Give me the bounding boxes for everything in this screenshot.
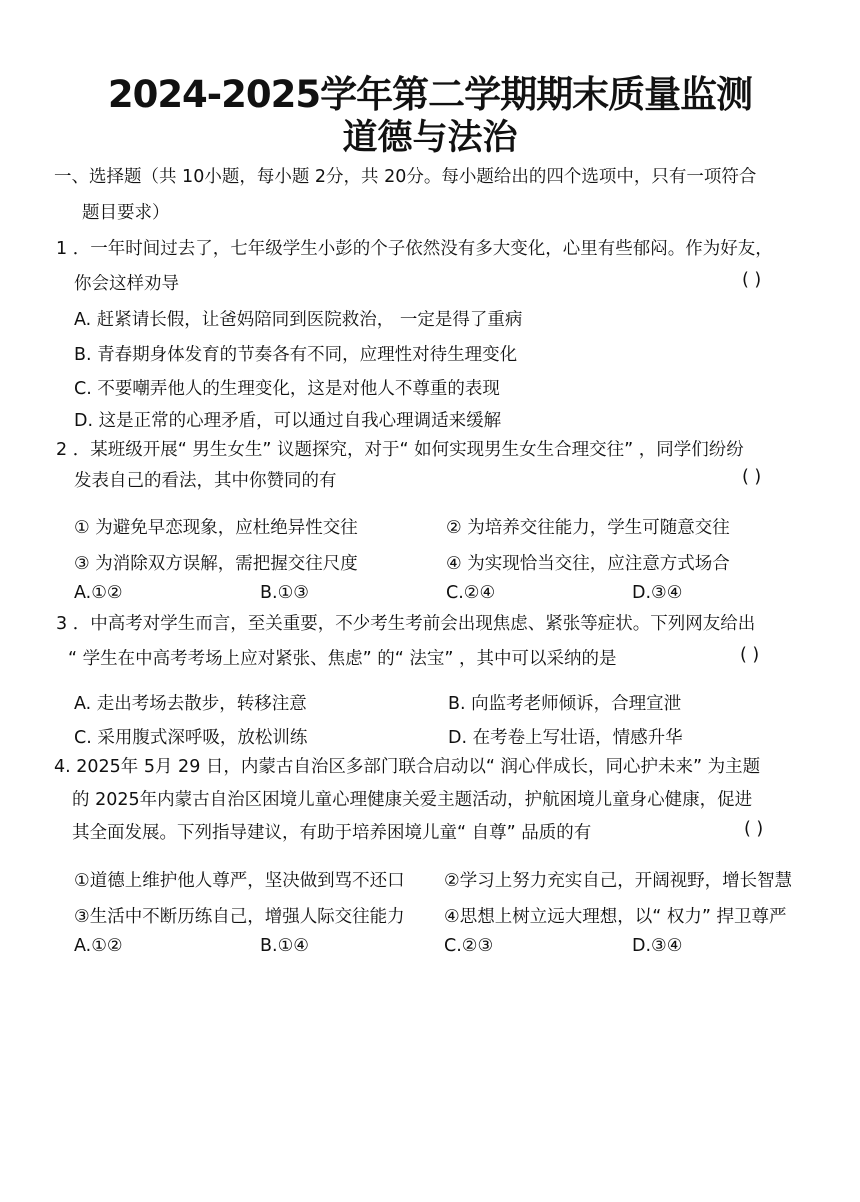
q4-statement-4: ④思想上树立远大理想，以“ 权力” 捍卫尊严 bbox=[444, 907, 787, 927]
q1-option-c: C. 不要嘲弄他人的生理变化，这是对他人不尊重的表现 bbox=[74, 379, 500, 399]
q4-statement-1: ①道德上维护他人尊严，坚决做到骂不还口 bbox=[74, 871, 405, 891]
q4-choice-d: D.③④ bbox=[632, 936, 683, 956]
q4-choice-c: C.②③ bbox=[444, 936, 494, 956]
q2-statement-4: ④ 为实现恰当交往，应注意方式场合 bbox=[446, 554, 730, 574]
q2-answer-paren: ( ) bbox=[742, 467, 762, 487]
q3-option-a: A. 走出考场去散步，转移注意 bbox=[74, 694, 307, 714]
exam-title: 2024-2025学年第二学期期末质量监测 bbox=[107, 73, 753, 116]
q4-choice-b: B.①④ bbox=[260, 936, 309, 956]
q2-choice-a: A.①② bbox=[74, 583, 123, 603]
q3-stem-cont: “ 学生在中高考考场上应对紧张、焦虑” 的“ 法宝” ，其中可以采纳的是 bbox=[68, 649, 617, 669]
q2-stem: 2 ．某班级开展“ 男生女生” 议题探究，对于“ 如何实现男生女生合理交往” ，同学们纷纷 bbox=[56, 440, 744, 460]
q3-option-b: B. 向监考老师倾诉，合理宣泄 bbox=[448, 694, 682, 714]
q4-answer-paren: ( ) bbox=[744, 819, 764, 839]
q4-statement-3: ③生活中不断历练自己，增强人际交往能力 bbox=[74, 907, 405, 927]
q1-answer-paren: ( ) bbox=[742, 270, 762, 290]
section-heading-cont: 题目要求） bbox=[82, 203, 170, 223]
q2-choice-b: B.①③ bbox=[260, 583, 309, 603]
q1-option-a: A. 赶紧请长假，让爸妈陪同到医院救治， 一定是得了重病 bbox=[74, 310, 523, 330]
q2-statement-2: ② 为培养交往能力，学生可随意交往 bbox=[446, 518, 730, 538]
q1-option-d: D. 这是正常的心理矛盾，可以通过自我心理调适来缓解 bbox=[74, 411, 502, 431]
q1-stem: 1 ．一年时间过去了，七年级学生小彭的个子依然没有多大变化，心里有些郁闷。作为好友， bbox=[56, 239, 773, 259]
q4-choice-a: A.①② bbox=[74, 936, 123, 956]
q4-stem-cont-2: 其全面发展。下列指导建议，有助于培养困境儿童“ 自尊” 品质的有 bbox=[72, 823, 592, 843]
q4-statement-2: ②学习上努力充实自己，开阔视野，增长智慧 bbox=[444, 871, 793, 891]
q1-option-b: B. 青春期身体发育的节奏各有不同，应理性对待生理变化 bbox=[74, 345, 518, 365]
q3-option-d: D. 在考卷上写壮语，情感升华 bbox=[448, 728, 683, 748]
section-heading: 一、选择题（共 10小题，每小题 2分，共 20分。每小题给出的四个选项中，只有一项符合 bbox=[54, 167, 757, 187]
q2-statement-3: ③ 为消除双方误解，需把握交往尺度 bbox=[74, 554, 358, 574]
q4-stem-cont-1: 的 2025年内蒙古自治区困境儿童心理健康关爱主题活动，护航困境儿童身心健康，促进 bbox=[72, 790, 753, 810]
q2-choice-c: C.②④ bbox=[446, 583, 496, 603]
q1-stem-cont: 你会这样劝导 bbox=[74, 274, 179, 294]
q4-stem: 4. 2025年 5月 29 日，内蒙古自治区多部门联合启动以“ 润心伴成长，同心护未来” 为主题 bbox=[54, 757, 761, 777]
subject-title: 道德与法治 bbox=[342, 118, 518, 158]
q3-answer-paren: ( ) bbox=[740, 645, 760, 665]
q2-choice-d: D.③④ bbox=[632, 583, 683, 603]
q3-stem: 3 ．中高考对学生而言，至关重要，不少考生考前会出现焦虑、紧张等症状。下列网友给出 bbox=[56, 614, 756, 634]
q2-statement-1: ① 为避免早恋现象，应杜绝异性交往 bbox=[74, 518, 358, 538]
q2-stem-cont: 发表自己的看法，其中你赞同的有 bbox=[74, 471, 337, 491]
q3-option-c: C. 采用腹式深呼吸，放松训练 bbox=[74, 728, 308, 748]
